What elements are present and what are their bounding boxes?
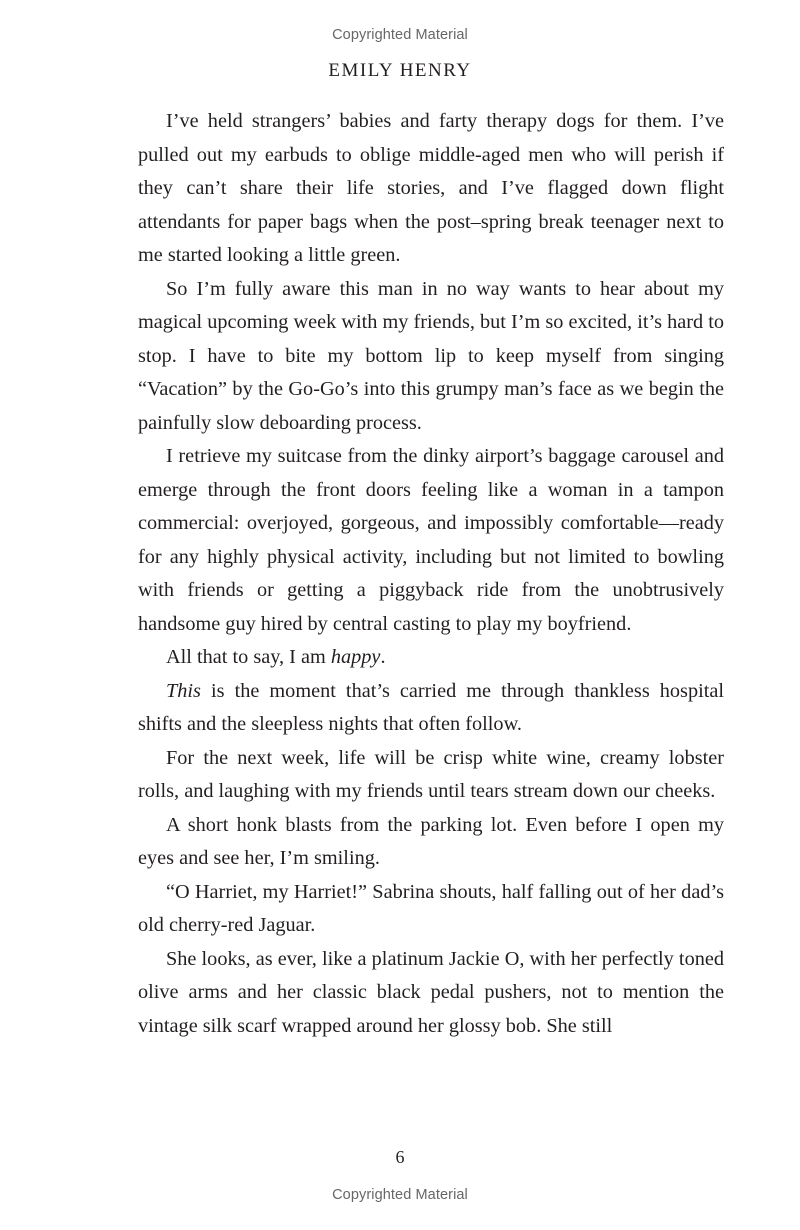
text-run: A short honk blasts from the parking lot. Even before I open my eyes and see her, I’m smiling.	[138, 813, 724, 869]
text-run: I’ve held strangers’ babies and farty therapy dogs for them. I’ve pulled out my earbuds to oblige middle-aged men who will perish if they can’t share their life stories, and I’ve flagged down flight attendants for paper bags when the post–spring break teenager next to me started looking a little green.	[138, 110, 724, 266]
text-run: She looks, as ever, like a platinum Jackie O, with her perfectly toned olive arms and her classic black pedal pushers, not to mention the vintage silk scarf wrapped around her glossy bob. She still	[138, 947, 724, 1037]
italic-text-run: This	[166, 679, 201, 702]
text-run: All that to say, I am	[166, 646, 331, 668]
text-run: is the moment that’s carried me through thankless hospital shifts and the sleepless nights that often follow.	[138, 679, 724, 735]
watermark-bottom: Copyrighted Material	[332, 1187, 468, 1203]
paragraph	[138, 742, 724, 809]
text-run: I retrieve my suitcase from the dinky airport’s baggage carousel and emerge through the front doors feeling like a woman in a tampon commercial: overjoyed, gorgeous, and impossibly comfortable—ready for any highly physical activity, including but not limited to bowling with friends or getting a piggyback ride from the unobtrusively handsome guy hired by central casting to play my boyfriend.	[138, 445, 724, 635]
paragraph	[138, 876, 724, 943]
paragraph	[138, 273, 724, 441]
paragraph	[138, 675, 724, 742]
paragraph	[138, 943, 724, 1044]
paragraph	[138, 641, 724, 675]
paragraph	[138, 105, 724, 273]
text-run: .	[380, 646, 386, 668]
italic-text-run: happy	[330, 646, 381, 668]
text-run: So I’m fully aware this man in no way wants to hear about my magical upcoming week with my friends, but I’m so excited, it’s hard to stop. I have to bite my bottom lip to keep myself from singing “Vacation” by the Go-Go’s into this grumpy man’s face as we begin the painfully slow deboarding process.	[138, 277, 724, 434]
page-number: 6	[395, 1147, 405, 1167]
paragraph	[138, 440, 724, 641]
text-run: For the next week, life will be crisp white wine, creamy lobster rolls, and laughing with my friends until tears stream down our cheeks.	[138, 746, 724, 802]
text-run: “O Harriet, my Harriet!” Sabrina shouts, half falling out of her dad’s old cherry-red Jaguar.	[138, 880, 724, 936]
body-text	[138, 105, 724, 1043]
paragraph	[138, 809, 724, 876]
watermark-top: Copyrighted Material	[332, 27, 468, 43]
running-head-author: EMILY HENRY	[328, 60, 472, 81]
